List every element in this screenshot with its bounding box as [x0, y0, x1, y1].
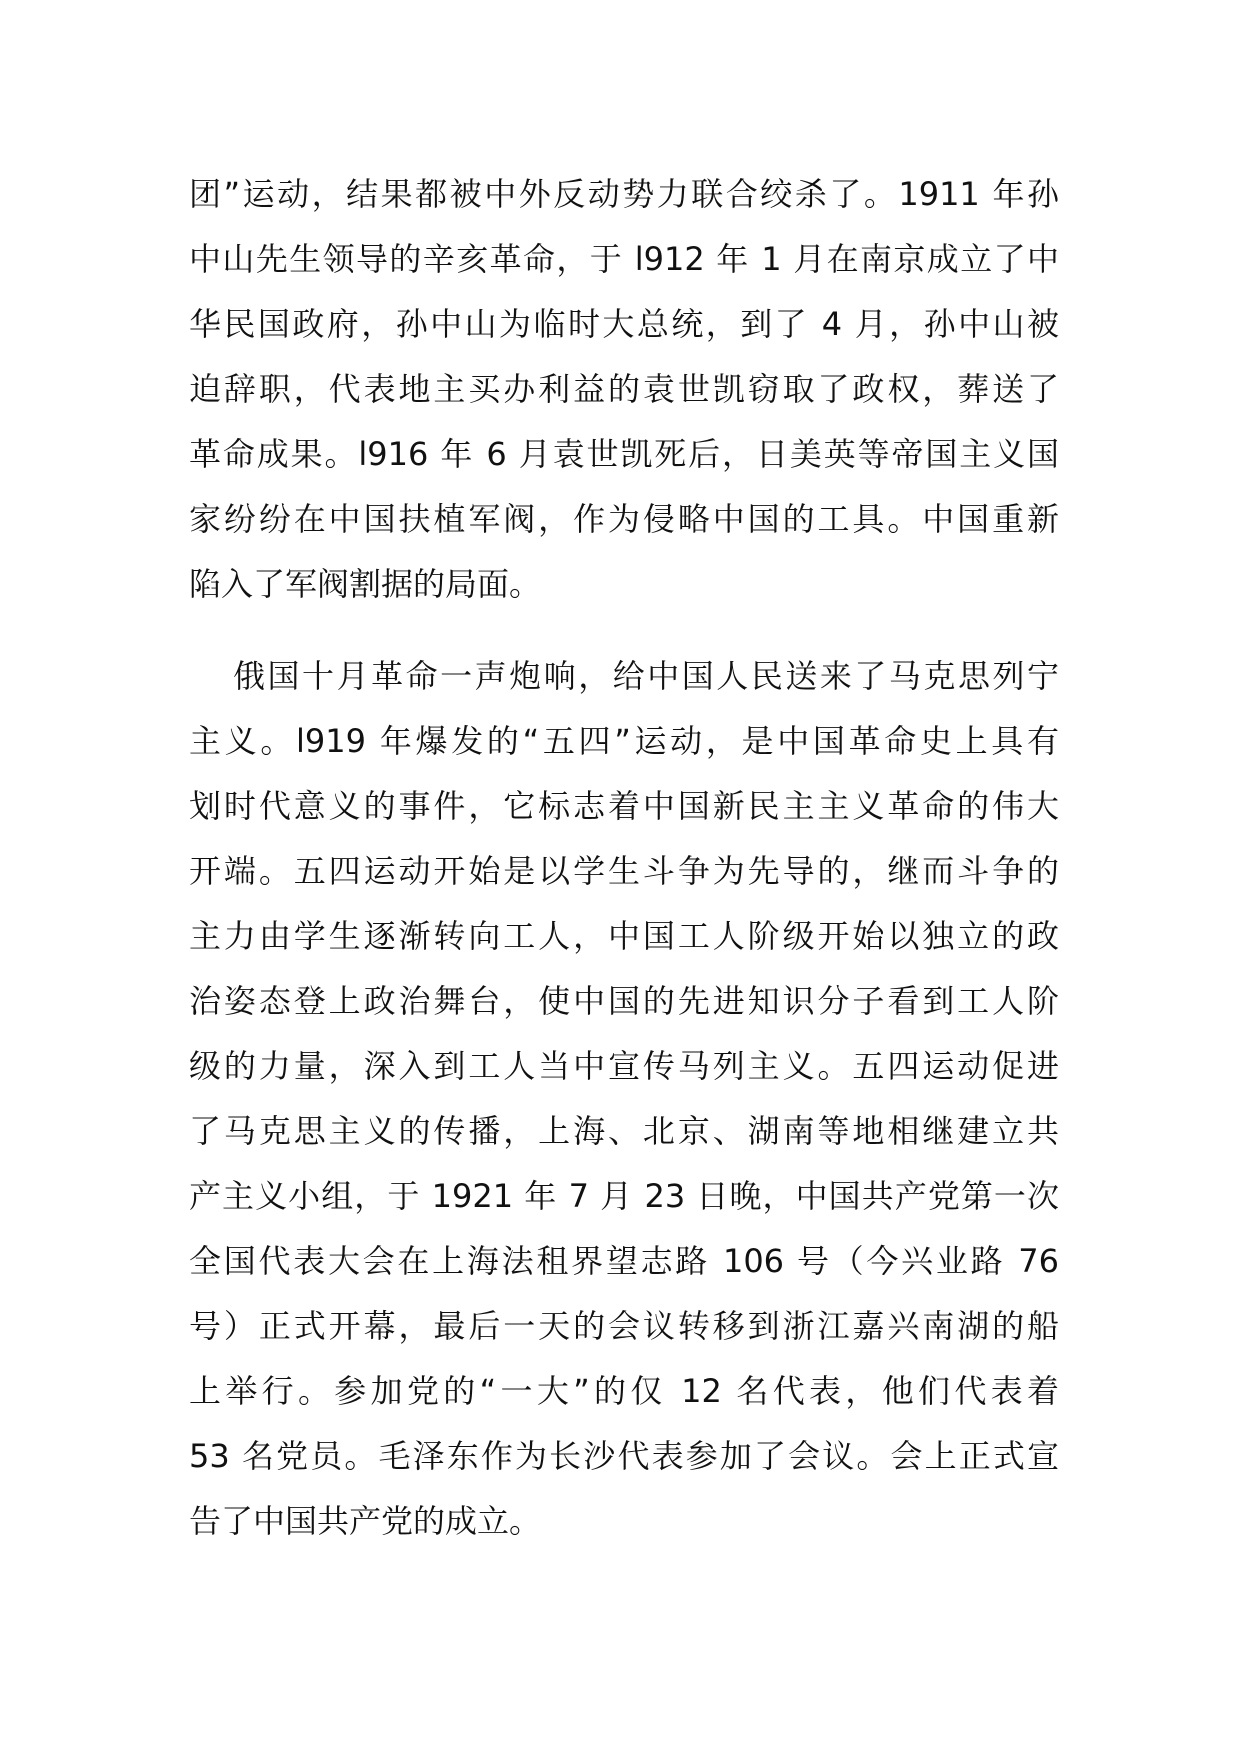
- paragraph-1: [189, 162, 1059, 617]
- text-line: 家纷纷在中国扶植军阀，作为侵略中国的工具。中国重新: [189, 500, 1059, 538]
- text-line: 开端。五四运动开始是以学生斗争为先导的，继而斗争的: [189, 852, 1059, 890]
- text-line: 划时代意义的事件，它标志着中国新民主主义革命的伟大: [189, 787, 1059, 825]
- text-line: 53 名党员。毛泽东作为长沙代表参加了会议。会上正式宣: [189, 1437, 1059, 1475]
- text-line: 了马克思主义的传播，上海、北京、湖南等地相继建立共: [189, 1112, 1059, 1150]
- text-line: 主义。l919 年爆发的“五四”运动，是中国革命史上具有: [189, 722, 1059, 760]
- text-line: 主力由学生逐渐转向工人，中国工人阶级开始以独立的政: [189, 917, 1059, 955]
- text-line: 号）正式开幕，最后一天的会议转移到浙江嘉兴南湖的船: [189, 1307, 1059, 1345]
- text-line: 陷入了军阀割据的局面。: [189, 565, 542, 603]
- text-line: 上举行。参加党的“一大”的仅 12 名代表，他们代表着: [189, 1372, 1059, 1410]
- text-line: 迫辞职，代表地主买办利益的袁世凯窃取了政权，葬送了: [189, 370, 1059, 408]
- text-line: 团”运动，结果都被中外反动势力联合绞杀了。1911 年孙: [189, 175, 1059, 213]
- text-line: 全国代表大会在上海法租界望志路 106 号（今兴业路 76: [189, 1242, 1059, 1280]
- text-line: 告了中国共产党的成立。: [189, 1502, 542, 1540]
- text-line: 治姿态登上政治舞台，使中国的先进知识分子看到工人阶: [189, 982, 1059, 1020]
- text-line: 俄国十月革命一声炮响，给中国人民送来了马克思列宁: [233, 657, 1059, 695]
- text-line: 级的力量，深入到工人当中宣传马列主义。五四运动促进: [189, 1047, 1059, 1085]
- text-line: 革命成果。l916 年 6 月袁世凯死后，日美英等帝国主义国: [189, 435, 1059, 473]
- text-line: 华民国政府，孙中山为临时大总统，到了 4 月，孙中山被: [189, 305, 1059, 343]
- text-line: 产主义小组，于 1921 年 7 月 23 日晚，中国共产党第一次: [189, 1177, 1059, 1215]
- paragraph-2: [189, 644, 1059, 1554]
- text-line: 中山先生领导的辛亥革命，于 l912 年 1 月在南京成立了中: [189, 240, 1059, 278]
